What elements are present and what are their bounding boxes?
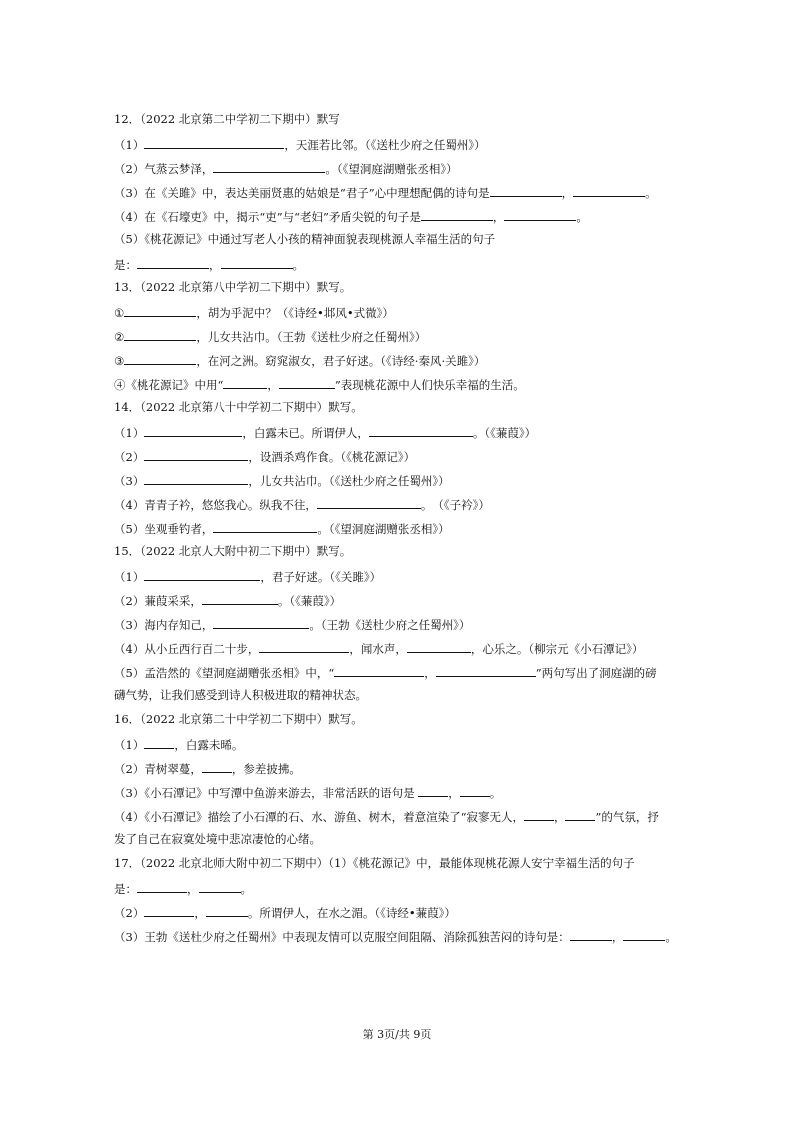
page-number-footer: 第 3页/共 9页 — [362, 1028, 432, 1041]
answer-blank[interactable] — [124, 352, 196, 365]
text: ，白露未已。所谓伊人， — [242, 426, 369, 440]
question-12-item-5-cont — [114, 256, 304, 272]
text: 。 — [645, 186, 657, 200]
answer-blank[interactable] — [570, 928, 612, 941]
text: （3） — [114, 474, 145, 488]
text: ，胡为乎泥中？（《诗经•邶风•式微》） — [196, 306, 394, 320]
question-16-item-2 — [114, 760, 301, 776]
answer-blank[interactable] — [202, 760, 232, 773]
answer-blank[interactable] — [504, 208, 576, 221]
answer-blank[interactable] — [124, 304, 196, 317]
text: 是： — [114, 258, 137, 272]
text: （2） — [114, 450, 145, 464]
question-14-item-1 — [114, 424, 536, 440]
answer-blank[interactable] — [221, 256, 293, 269]
text: 。所谓伊人，在水之湄。（《诗经•蒹葭》） — [247, 906, 456, 920]
answer-blank[interactable] — [144, 736, 174, 749]
text: 。（《蒹葭》） — [277, 594, 342, 608]
answer-blank[interactable] — [623, 928, 665, 941]
text: （3）《小石潭记》中写潭中鱼游来游去，非常活跃的语句是 — [114, 786, 419, 800]
question-17-header: 17．（2022 北京北师大附中初二下期中）（1）《桃花源记》中，最能体现桃花源人安宁幸福生活的句子 — [114, 856, 635, 870]
text: ，参差披拂。 — [231, 762, 301, 776]
text: ，心乐之。（柳宗元《小石潭记》） — [470, 642, 644, 656]
text: ，设酒杀鸡作食。（《桃花源记》） — [248, 450, 416, 464]
answer-blank[interactable] — [279, 376, 335, 389]
question-16-item-4 — [114, 808, 659, 824]
text: （2） — [114, 906, 145, 920]
text: ，儿女共沾巾。（《送杜少府之任蜀州》） — [248, 474, 450, 488]
answer-blank[interactable] — [418, 784, 448, 797]
text: ， — [209, 258, 221, 272]
answer-blank[interactable] — [137, 256, 209, 269]
text: ”的气氛，抒 — [595, 810, 659, 824]
question-13-item-4 — [114, 376, 525, 392]
text: （2）青树翠蔓， — [114, 762, 202, 776]
text: （4）《小石潭记》描绘了小石潭的石、水、游鱼、树木，着意渲染了“寂寥无人， — [114, 810, 524, 824]
question-16-item-3 — [114, 784, 501, 800]
text: ， — [448, 786, 460, 800]
answer-blank[interactable] — [144, 568, 260, 581]
text: 是： — [114, 882, 137, 896]
answer-blank[interactable] — [206, 904, 248, 917]
question-14-item-2 — [114, 448, 415, 464]
text: ， — [194, 906, 206, 920]
text: （1） — [114, 738, 145, 752]
question-13-item-1 — [114, 304, 394, 320]
question-12-item-2 — [114, 160, 458, 176]
text: （1） — [114, 426, 145, 440]
question-12-item-5: （5）《桃花源记》中通过写老人小孩的精神面貌表现桃源人幸福生活的句子 — [114, 232, 496, 246]
text: 。 — [576, 210, 588, 224]
text: ，君子好逑。（《关雎》） — [260, 570, 382, 584]
answer-blank[interactable] — [317, 496, 421, 509]
answer-blank[interactable] — [144, 136, 284, 149]
answer-blank[interactable] — [524, 808, 554, 821]
text: 。 — [240, 882, 252, 896]
question-12-item-1 — [114, 136, 486, 152]
text: （4）在《石壕吏》中，揭示“吏”与“老妇”矛盾尖锐的句子是 — [114, 210, 421, 224]
question-13-item-3 — [114, 352, 485, 368]
question-15-item-2 — [114, 592, 341, 608]
answer-blank[interactable] — [436, 664, 536, 677]
text: ，在河之洲。窈窕淑女，君子好逑。（《诗经·秦风·关雎》） — [196, 354, 486, 368]
text: 。 — [489, 786, 502, 800]
answer-blank[interactable] — [223, 376, 267, 389]
answer-blank[interactable] — [565, 808, 595, 821]
question-13-item-2 — [114, 328, 426, 344]
question-16-header: 16．（2022 北京第二十中学初二下期中）默写。 — [114, 712, 363, 726]
text: ， — [553, 810, 566, 824]
text: （5）孟浩然的《望洞庭湖赠张丞相》中，“ — [114, 666, 335, 680]
question-12-header: 12．（2022 北京第二中学初二下期中）默写 — [114, 112, 340, 126]
answer-blank[interactable] — [490, 184, 562, 197]
text: ， — [267, 378, 279, 392]
text: ① — [114, 306, 125, 320]
text: ”表现桃花源中人们快乐幸福的生活。 — [334, 378, 525, 392]
answer-blank[interactable] — [137, 880, 187, 893]
answer-blank[interactable] — [573, 184, 645, 197]
text: （3）海内存知己， — [114, 618, 214, 632]
text: 。 — [292, 258, 304, 272]
question-15-item-1 — [114, 568, 381, 584]
answer-blank[interactable] — [213, 160, 325, 173]
text: （3）在《关雎》中，表达美丽贤惠的姑娘是“君子”心中理想配偶的诗句是 — [114, 186, 490, 200]
text: ，闻水声， — [349, 642, 407, 656]
question-14-item-5 — [114, 520, 450, 536]
text: ，白露未晞。 — [174, 738, 244, 752]
text: ④《桃花源记》中用“ — [114, 378, 224, 392]
question-15-item-5 — [114, 664, 657, 680]
answer-blank[interactable] — [407, 640, 471, 653]
answer-blank[interactable] — [334, 664, 424, 677]
question-16-item-1 — [114, 736, 243, 752]
question-13-header: 13．（2022 北京第八中学初二下期中）默写。 — [114, 280, 352, 294]
answer-blank[interactable] — [369, 424, 473, 437]
text: （3）王勃《送杜少府之任蜀州》中表现友情可以克服空间阻隔、消除孤独苦闷的诗句是： — [114, 930, 570, 944]
question-17-item-2 — [114, 904, 456, 920]
question-12-item-4 — [114, 208, 588, 224]
answer-blank[interactable] — [199, 880, 241, 893]
answer-blank[interactable] — [144, 904, 194, 917]
answer-blank[interactable] — [202, 592, 278, 605]
question-12-item-3 — [114, 184, 657, 200]
answer-blank[interactable] — [460, 784, 490, 797]
text: ，儿女共沾巾。（王勃《送杜少府之任蜀州》） — [196, 330, 427, 344]
text: 。（《蒹葭》） — [472, 426, 537, 440]
text: ② — [114, 330, 125, 344]
text: ， — [611, 930, 624, 944]
question-14-item-4 — [114, 496, 490, 512]
answer-blank[interactable] — [144, 448, 248, 461]
text: ， — [424, 666, 436, 680]
question-16-item-4-cont: 发了自己在寂寞处境中悲凉凄怆的心绪。 — [114, 832, 321, 846]
text: （4）青青子衿，悠悠我心。纵我不往， — [114, 498, 317, 512]
question-17-item-1 — [114, 880, 252, 896]
question-14-item-3 — [114, 472, 450, 488]
text: ， — [187, 882, 199, 896]
text: 。（王勃《送杜少府之任蜀州》） — [309, 618, 471, 632]
answer-blank[interactable] — [144, 424, 242, 437]
text: 。 — [665, 930, 677, 944]
answer-blank[interactable] — [213, 520, 317, 533]
text: ，天涯若比邻。（《送杜少府之任蜀州》） — [284, 138, 486, 152]
question-15-item-5-cont: 礴气势，让我们感受到诗人积极进取的精神状态。 — [114, 688, 367, 702]
answer-blank[interactable] — [421, 208, 493, 221]
text: 。（《望洞庭湖赠张丞相》） — [317, 522, 450, 536]
question-14-header: 14．（2022 北京第八十中学初二下期中）默写。 — [114, 400, 363, 414]
question-15-header: 15．（2022 北京人大附中初二下期中）默写。 — [114, 544, 352, 558]
question-15-item-3 — [114, 616, 470, 632]
text: （5）坐观垂钓者， — [114, 522, 214, 536]
text: （2）蒹葭采采， — [114, 594, 202, 608]
question-15-item-4 — [114, 640, 643, 656]
answer-blank[interactable] — [259, 640, 349, 653]
text: ③ — [114, 354, 125, 368]
text: （4）从小丘西行百二十步， — [114, 642, 260, 656]
text: 。 （《子衿》） — [420, 498, 490, 512]
answer-blank[interactable] — [124, 328, 196, 341]
answer-blank[interactable] — [213, 616, 309, 629]
text: 。（《望洞庭湖赠张丞相》） — [325, 162, 458, 176]
text: （1） — [114, 570, 145, 584]
answer-blank[interactable] — [144, 472, 248, 485]
text: ， — [492, 210, 505, 224]
text: ， — [561, 186, 574, 200]
text: ”两句写出了洞庭湖的磅 — [535, 666, 657, 680]
question-17-item-3 — [114, 928, 677, 944]
text: （1） — [114, 138, 145, 152]
text: （2）气蒸云梦泽， — [114, 162, 214, 176]
